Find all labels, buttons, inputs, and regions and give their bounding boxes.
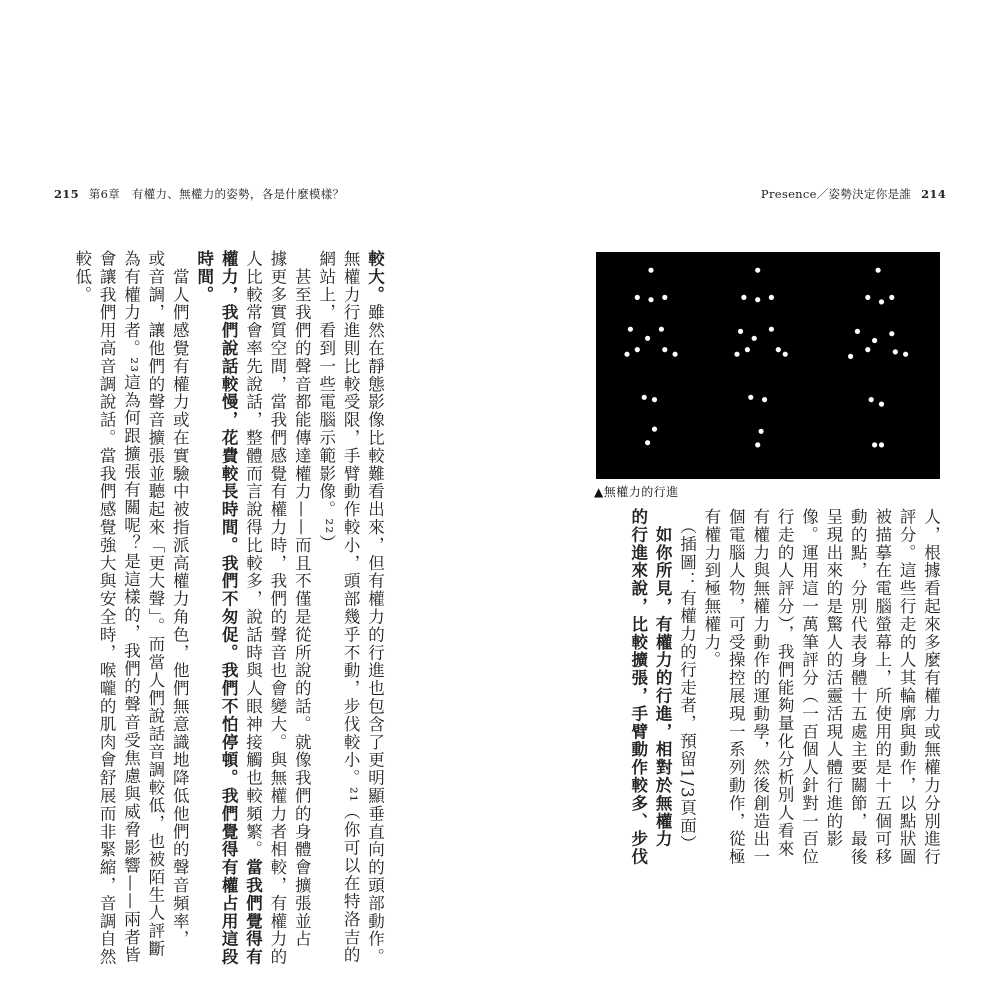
joint-dot bbox=[755, 442, 760, 447]
joint-dot bbox=[848, 354, 853, 359]
bold-text-run: 權力，我們說話較慢，花費較長時間。我們不匆促。我們不怕停頓。我們覺得有權占用這段 bbox=[219, 250, 239, 966]
text-run: 甚至我們的聲音都能傳達權力——而且不僅是從所說的話。就像我們的身體會擴張並占 bbox=[292, 250, 312, 949]
point-light-figure bbox=[596, 252, 940, 479]
text-run: 無權力行進則比較受限，手臂動作較小，頭部幾乎不動，步伐較小。²¹（你可以在特洛吉的 bbox=[341, 250, 361, 965]
right-running-header bbox=[761, 186, 952, 202]
joint-dot bbox=[652, 397, 657, 402]
figure-caption: ▲無權力的行進 bbox=[594, 485, 679, 499]
joint-dot bbox=[865, 347, 870, 352]
joint-dot bbox=[776, 347, 781, 352]
left-page-text-column bbox=[69, 250, 94, 304]
joint-dot bbox=[652, 427, 657, 432]
joint-dot bbox=[889, 295, 894, 300]
left-page-text-column bbox=[289, 250, 314, 948]
right-page-number: 214 bbox=[921, 187, 946, 201]
joint-dot bbox=[662, 347, 667, 352]
right-page-text-column bbox=[869, 508, 894, 866]
text-run: 被描摹在電腦螢幕上，所使用的是十五個可移 bbox=[872, 508, 892, 866]
joint-dot bbox=[738, 329, 743, 334]
joint-dot bbox=[741, 295, 746, 300]
text-run: （插圖：有權力的行走者，預留1/3頁面） bbox=[677, 508, 697, 853]
right-page-text-column bbox=[747, 508, 772, 866]
joint-dot bbox=[748, 395, 753, 400]
joint-dot bbox=[876, 268, 881, 273]
joint-dot bbox=[879, 402, 884, 407]
joint-dot bbox=[872, 442, 877, 447]
joint-dot bbox=[879, 442, 884, 447]
joint-dot bbox=[879, 299, 884, 304]
joint-dot bbox=[635, 295, 640, 300]
text-run: 當人們感覺有權力或在實驗中被指派高權力角色，他們無意識地降低他們的聲音頻率， bbox=[170, 250, 190, 949]
point-light-walkers bbox=[596, 252, 940, 479]
text-run: 或音調，讓他們的聲音擴張並聽起來「更大聲」。而當人們說話音調較低，也被陌生人評斷 bbox=[145, 250, 165, 958]
text-run: 個電腦人物，可受操控展現一系列動作，從極 bbox=[726, 508, 746, 866]
right-page-text-column bbox=[820, 508, 845, 848]
text-run: 會讓我們用高音調說話。當我們感覺強大與安全時，喉嚨的肌肉會舒展而非緊縮，音調自然 bbox=[97, 250, 117, 966]
joint-dot bbox=[903, 352, 908, 357]
text-run: 為有權力者。²³這為何跟擴張有關呢？是這樣的，我們的聲音受焦慮與威脅影響——兩者皆 bbox=[121, 250, 141, 965]
bold-text-run: 當我們覺得有 bbox=[243, 858, 263, 967]
right-page-text-column bbox=[723, 508, 748, 866]
left-page-text-column bbox=[313, 250, 338, 552]
joint-dot bbox=[659, 327, 664, 332]
right-page-text-column bbox=[625, 508, 650, 866]
right-page-text-column bbox=[796, 508, 821, 866]
left-page-text-column bbox=[118, 250, 143, 964]
left-page-text-column bbox=[362, 250, 387, 966]
joint-dot bbox=[869, 397, 874, 402]
text-run: 人比較常會率先說話，整體而言說得比較多，說話時與人眼神接觸也較頻繁。 bbox=[243, 250, 263, 859]
joint-dot bbox=[745, 347, 750, 352]
left-page-text-column bbox=[167, 250, 192, 948]
joint-dot bbox=[889, 331, 894, 336]
joint-dot bbox=[769, 295, 774, 300]
right-page-text-column bbox=[845, 508, 870, 866]
text-run: 據更多實質空間，當我們感覺有權力時，我們的聲音也會變大。與無權力者相較，有權力的 bbox=[267, 250, 287, 966]
bold-text-run: 的行進來說，比較擴張，手臂動作較多、步伐 bbox=[628, 508, 648, 866]
joint-dot bbox=[893, 349, 898, 354]
text-run: 評分。這些行走的人其輪廓與動作，以點狀圖 bbox=[897, 508, 917, 866]
joint-dot bbox=[648, 297, 653, 302]
text-run: 較低。 bbox=[72, 250, 92, 304]
joint-dot bbox=[635, 347, 640, 352]
left-running-title: 第6章 有權力、無權力的姿勢，各是什麼模樣？ bbox=[88, 187, 345, 201]
text-run: 有權力與無權力動作的運動學，然後創造出一 bbox=[750, 508, 770, 866]
right-page-text-column bbox=[698, 508, 723, 669]
right-page-text-column bbox=[918, 508, 943, 866]
joint-dot bbox=[673, 352, 678, 357]
joint-dot bbox=[769, 327, 774, 332]
bold-text-run: 如你所見，有權力的行進，相對於無權力 bbox=[653, 525, 673, 849]
left-page-text-column bbox=[94, 250, 119, 966]
right-page-text-column bbox=[894, 508, 919, 866]
joint-dot bbox=[645, 336, 650, 341]
text-run: 雖然在靜態影像比較難看出來，但有權力的行進也包含了更明顯垂直向的頭部動作。 bbox=[365, 303, 385, 967]
text-run bbox=[653, 508, 672, 526]
left-page-text-column bbox=[264, 250, 289, 966]
joint-dot bbox=[759, 429, 764, 434]
joint-dot bbox=[755, 268, 760, 273]
text-run: 行走的人評分），我們能夠量化分析別人看來 bbox=[775, 508, 795, 858]
joint-dot bbox=[645, 440, 650, 445]
text-run: 呈現出來的是驚人的活靈活現人體行進的影 bbox=[823, 508, 843, 849]
bold-text-run: 較大。 bbox=[365, 250, 385, 304]
left-page-text-column bbox=[191, 250, 216, 304]
joint-dot bbox=[628, 327, 633, 332]
text-run: 動的點，分別代表身體十五處主要關節，最後 bbox=[848, 508, 868, 866]
joint-dot bbox=[755, 297, 760, 302]
text-run: 網站上，看到一些電腦示範影像。²²） bbox=[316, 250, 336, 553]
joint-dot bbox=[648, 268, 653, 273]
text-run: 人，根據看起來多麼有權力或無權力分別進行 bbox=[921, 508, 941, 866]
left-page-number: 215 bbox=[54, 187, 79, 201]
joint-dot bbox=[872, 338, 877, 343]
left-running-header bbox=[48, 186, 344, 202]
text-run: 有權力到極無權力。 bbox=[701, 508, 721, 670]
left-page-text-column bbox=[240, 250, 265, 966]
joint-dot bbox=[762, 397, 767, 402]
right-page-text-column bbox=[772, 508, 797, 858]
right-running-title: Presence／姿勢決定你是誰 bbox=[760, 187, 912, 201]
joint-dot bbox=[662, 295, 667, 300]
left-page-text-column bbox=[142, 250, 167, 958]
joint-dot bbox=[783, 352, 788, 357]
left-page-text-column bbox=[338, 250, 363, 964]
text-run: 像。運用這一萬筆評分（一百個人針對一百位 bbox=[799, 508, 819, 866]
joint-dot bbox=[624, 352, 629, 357]
right-page-text-column bbox=[674, 508, 699, 853]
left-page-text-column bbox=[216, 250, 241, 966]
bold-text-run: 時間。 bbox=[194, 250, 214, 304]
joint-dot bbox=[865, 295, 870, 300]
right-page-text-column bbox=[650, 508, 675, 848]
joint-dot bbox=[752, 336, 757, 341]
joint-dot bbox=[855, 329, 860, 334]
joint-dot bbox=[734, 352, 739, 357]
joint-dot bbox=[642, 395, 647, 400]
